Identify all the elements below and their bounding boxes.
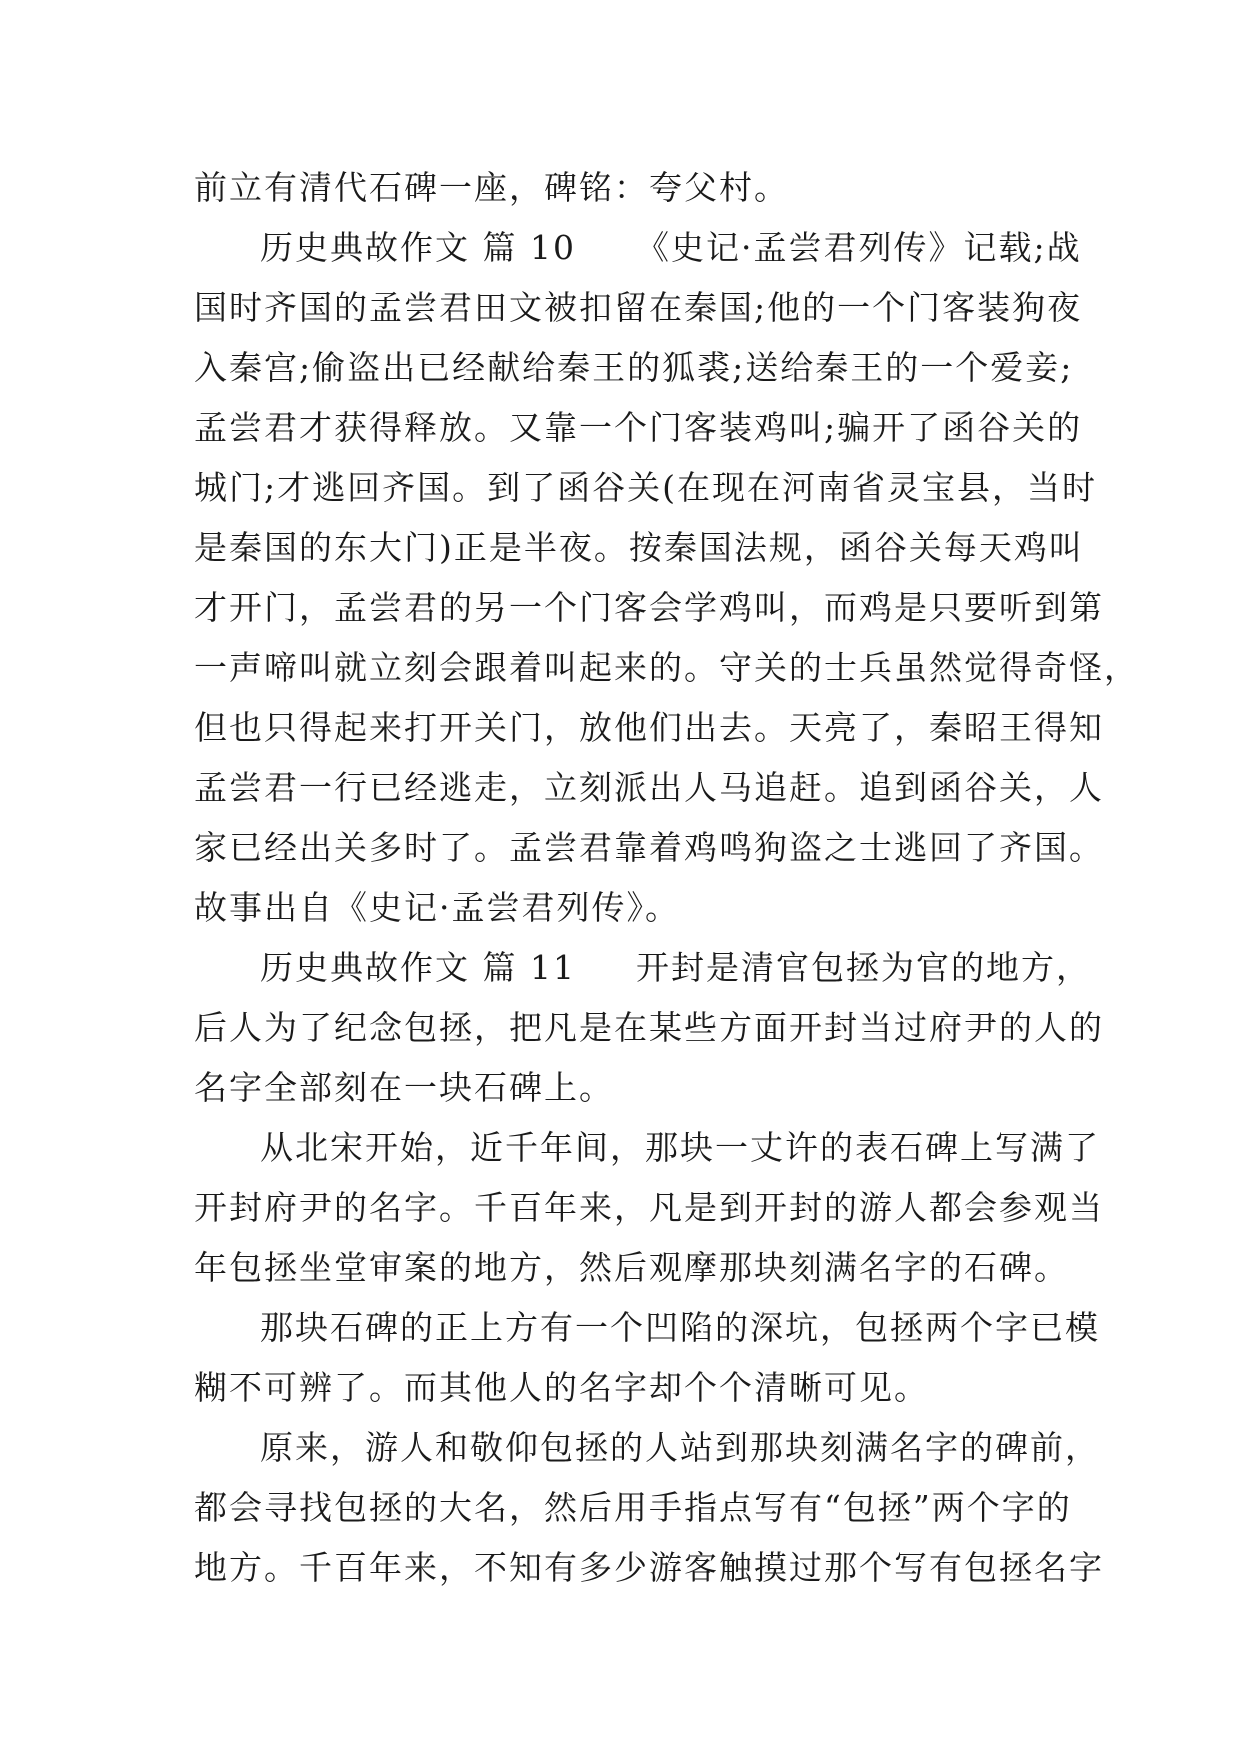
text-run: 故事出自《史记·孟尝君列传》。 [194, 888, 680, 927]
text-run: 孟尝君一行已经逃走，立刻派出人马追赶。追到函谷关，人 [194, 768, 1104, 807]
text-line [194, 638, 1139, 698]
text-line [194, 818, 1104, 878]
text-run: 入秦宫;偷盗出已经献给秦王的狐裘;送给秦王的一个爱妾; [194, 348, 1074, 387]
text-run: 名字全部刻在一块石碑上。 [194, 1068, 614, 1107]
text-line [194, 698, 1104, 758]
section-heading: 历史典故作文 篇 11 [260, 948, 576, 987]
text-run: 都会寻找包拯的大名，然后用手指点写有“包拯”两个字的 [194, 1488, 1072, 1527]
text-run: 地方。千百年来，不知有多少游客触摸过那个写有包拯名字 [194, 1548, 1104, 1587]
document-body [194, 158, 1139, 1598]
text-run: 孟尝君才获得释放。又靠一个门客装鸡叫;骗开了函谷关的 [194, 408, 1083, 447]
text-run: 家已经出关多时了。孟尝君靠着鸡鸣狗盗之士逃回了齐国。 [194, 828, 1104, 867]
text-line [194, 1358, 1074, 1418]
text-run: 一声啼叫就立刻会跟着叫起来的。守关的士兵虽然觉得奇怪， [194, 648, 1139, 687]
text-line [194, 518, 1084, 578]
text-run: 年包拯坐堂审案的地方，然后观摩那块刻满名字的石碑。 [194, 1248, 1069, 1287]
text-run: 后人为了纪念包拯，把凡是在某些方面开封当过府尹的人的 [194, 1008, 1104, 1047]
text-line [194, 338, 1074, 398]
text-run: 开封府尹的名字。千百年来，凡是到开封的游人都会参观当 [194, 1188, 1104, 1227]
text-line [194, 878, 1074, 938]
text-line [194, 398, 1083, 458]
text-line [194, 458, 1097, 518]
section-heading-line [194, 218, 1082, 278]
text-run: 城门;才逃回齐国。到了函谷关(在现在河南省灵宝县，当时 [194, 468, 1097, 507]
text-run: 才开门，孟尝君的另一个门客会学鸡叫，而鸡是只要听到第 [194, 588, 1104, 627]
text-line [194, 1058, 1074, 1118]
paragraph-start-line [194, 1298, 1100, 1358]
text-run: 糊不可辨了。而其他人的名字却个个清晰可见。 [194, 1368, 929, 1407]
text-run: 从北宋开始，近千年间，那块一丈许的表石碑上写满了 [260, 1128, 1100, 1167]
text-run: 但也只得起来打开关门，放他们出去。天亮了，秦昭王得知 [194, 708, 1104, 747]
text-line [194, 1478, 1074, 1538]
text-run: 那块石碑的正上方有一个凹陷的深坑，包拯两个字已模 [260, 1308, 1100, 1347]
text-run: 《史记·孟尝君列传》记载;战 [635, 228, 1082, 267]
text-line [194, 998, 1104, 1058]
text-line [194, 1538, 1104, 1598]
text-line [194, 578, 1104, 638]
paragraph-start-line [194, 1418, 1100, 1478]
text-run: 国时齐国的孟尝君田文被扣留在秦国;他的一个门客装狗夜 [194, 288, 1083, 327]
text-run: 开封是清官包拯为官的地方， [635, 948, 1091, 987]
section-heading: 历史典故作文 篇 10 [260, 228, 576, 267]
paragraph-start-line [194, 1118, 1100, 1178]
text-line [194, 1238, 1074, 1298]
text-line [194, 758, 1104, 818]
text-line [194, 158, 1074, 218]
section-heading-line [194, 938, 1091, 998]
text-line [194, 278, 1083, 338]
text-line [194, 1178, 1104, 1238]
text-run: 原来，游人和敬仰包拯的人站到那块刻满名字的碑前， [260, 1428, 1100, 1467]
text-run: 是秦国的东大门)正是半夜。按秦国法规，函谷关每天鸡叫 [194, 528, 1084, 567]
text-run: 前立有清代石碑一座，碑铭：夸父村。 [194, 168, 789, 207]
